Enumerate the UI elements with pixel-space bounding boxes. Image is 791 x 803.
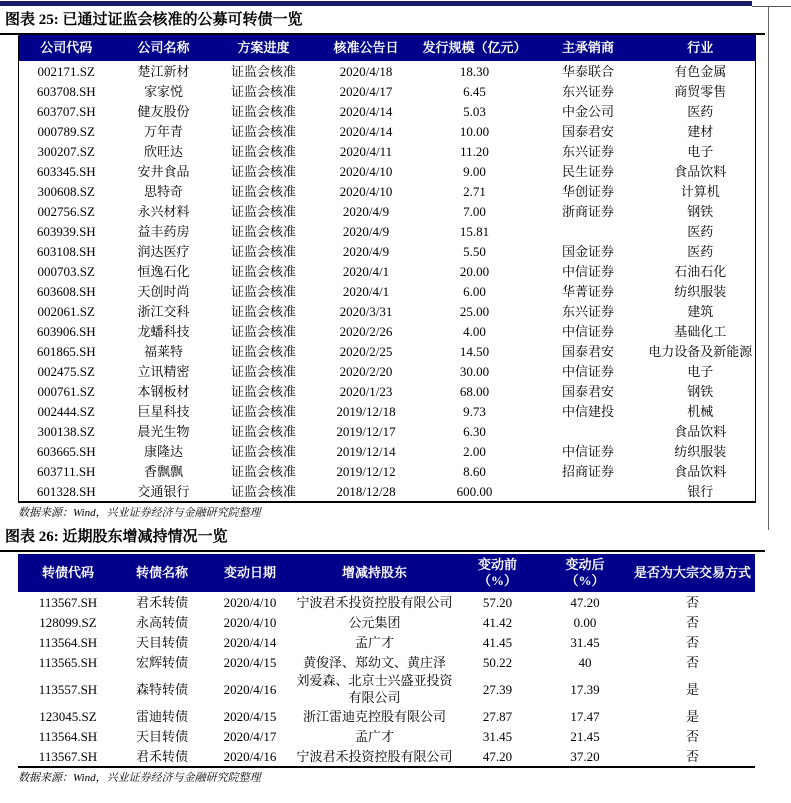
top-rule-thick: [0, 1, 752, 6]
table-row: [19, 341, 756, 361]
table-cell: 113564.SH: [38, 728, 98, 744]
table-cell: 银行: [687, 483, 714, 499]
table-cell: 2.00: [463, 443, 486, 459]
table-cell: 纺织服装: [674, 283, 727, 299]
table-cell: 2020/4/10: [223, 594, 277, 610]
table-cell: 巨星科技: [137, 403, 190, 419]
table-cell: 6.45: [463, 83, 486, 99]
table-cell: 603711.SH: [37, 463, 96, 479]
figure-26-section: [0, 525, 791, 785]
table-cell: 6.00: [463, 283, 486, 299]
table-cell: 食品饮料: [674, 463, 727, 479]
table-cell: 5.03: [463, 103, 486, 119]
table-cell: 孟广才: [354, 634, 394, 650]
table-row: [19, 401, 756, 421]
table-row: [18, 706, 755, 726]
shareholder-change-table: [18, 554, 755, 768]
table-cell: 龙蟠科技: [137, 323, 190, 339]
table-cell: 2.71: [463, 183, 486, 199]
table-row: [19, 241, 756, 261]
source-note-2: 数据来源：Wind，兴业证券经济与金融研究院整理: [18, 772, 261, 784]
table-cell: 宁波君禾投资控股有限公司: [296, 594, 453, 610]
table-cell: 否: [685, 654, 699, 670]
table-cell: 香飘飘: [143, 463, 183, 479]
table-cell: 刘爱森、北京士兴盛亚投资有限公司: [296, 673, 453, 705]
table-cell: 浙江雷迪克控股有限公司: [302, 708, 446, 724]
table-cell: 钢铁: [687, 203, 714, 219]
table-cell: 2020/1/23: [339, 383, 393, 399]
table-cell: 37.20: [570, 748, 600, 764]
table-cell: 证监会核准: [230, 83, 296, 99]
table-cell: 是: [685, 708, 699, 724]
column-header: 增减持股东: [294, 554, 455, 592]
source-note-1: 数据来源：Wind，兴业证券经济与金融研究院整理: [18, 507, 261, 519]
table-cell: 6.30: [463, 423, 486, 439]
table-cell: 17.47: [570, 708, 600, 724]
table-cell: 电子: [687, 363, 714, 379]
table-cell: 68.00: [459, 383, 490, 399]
table-cell: 603108.SH: [36, 243, 96, 259]
table-cell: 医药: [687, 223, 714, 239]
table-cell: 君禾转债: [135, 748, 188, 764]
table-cell: 47.20: [482, 748, 513, 764]
table-cell: 宁波君禾投资控股有限公司: [296, 748, 453, 764]
table-cell: 113557.SH: [38, 681, 98, 697]
table-cell: 27.39: [482, 681, 513, 697]
table-cell: 50.22: [482, 654, 513, 670]
table-cell: 钢铁: [687, 383, 714, 399]
table-cell: 2020/4/9: [342, 223, 390, 239]
table-cell: 电力设备及新能源: [648, 343, 753, 359]
table-cell: 黄俊泽、郑幼文、黄庄泽: [302, 654, 446, 670]
table-cell: 5.50: [463, 243, 486, 259]
table-cell: 601328.SH: [36, 483, 96, 499]
table-cell: 中信证券: [561, 443, 614, 459]
table-row: [18, 632, 755, 652]
table-cell: 是: [685, 681, 699, 697]
table-cell: 润达医疗: [137, 243, 190, 259]
table-cell: 晨光生物: [137, 423, 190, 439]
table-cell: 国泰君安: [561, 343, 614, 359]
table-row: [19, 81, 756, 101]
table-row: [19, 441, 756, 461]
table-cell: [531, 481, 646, 502]
table-cell: 2020/4/14: [223, 634, 277, 650]
table-cell: 000703.SZ: [37, 263, 95, 279]
table-cell: 2020/4/16: [223, 681, 277, 697]
table-row: [19, 141, 756, 161]
column-header: 变动日期: [206, 554, 294, 592]
table-row: [19, 421, 756, 441]
table-cell: 002061.SZ: [37, 303, 95, 319]
table-cell: 孟广才: [354, 728, 394, 744]
table-cell: 7.00: [463, 203, 486, 219]
table-row: [18, 652, 755, 672]
table-cell: 恒逸石化: [137, 263, 190, 279]
table-cell: 113567.SH: [38, 748, 98, 764]
page-content: [0, 8, 791, 790]
table-cell: 商贸零售: [674, 83, 727, 99]
table-cell: 思特奇: [143, 183, 183, 199]
table-cell: 民生证券: [561, 163, 614, 179]
table-cell: 31.45: [570, 634, 600, 650]
table-cell: 30.00: [459, 363, 490, 379]
table-row: [18, 746, 755, 767]
table-cell: 证监会核准: [230, 123, 296, 139]
table-cell: 603608.SH: [36, 283, 96, 299]
table-cell: 天目转债: [135, 634, 188, 650]
table-cell: 有色金属: [674, 63, 727, 79]
table-row: [18, 592, 755, 612]
table-cell: 18.30: [459, 63, 490, 79]
table-cell: 2020/4/10: [339, 183, 393, 199]
table-cell: 2020/4/11: [339, 143, 393, 159]
table-cell: 10.00: [459, 123, 490, 139]
table-cell: 浙商证券: [561, 203, 614, 219]
table-cell: 2020/2/20: [339, 363, 393, 379]
table-cell: 本钢板材: [137, 383, 190, 399]
table-cell: 002475.SZ: [37, 363, 95, 379]
table-cell: 20.00: [459, 263, 490, 279]
table-cell: 中信证券: [561, 323, 614, 339]
table-cell: 603906.SH: [36, 323, 96, 339]
column-header: 是否为大宗交易方式: [630, 554, 755, 592]
table-cell: 4.00: [463, 323, 486, 339]
table-header-row: [18, 554, 755, 592]
table-cell: 证监会核准: [230, 303, 296, 319]
table-cell: 证监会核准: [230, 463, 296, 479]
table-cell: 113564.SH: [38, 634, 98, 650]
table-cell: 天目转债: [135, 728, 188, 744]
table-cell: 002444.SZ: [37, 403, 95, 419]
table-cell: 永兴材料: [137, 203, 190, 219]
table-cell: 603939.SH: [36, 223, 96, 239]
table-cell: 000789.SZ: [37, 123, 95, 139]
table-cell: 否: [685, 614, 699, 630]
table-row: [19, 381, 756, 401]
table-row: [19, 201, 756, 221]
table-cell: 11.20: [460, 143, 489, 159]
table-cell: 华菁证券: [561, 283, 614, 299]
table-cell: 41.45: [482, 634, 513, 650]
table-cell: 国金证券: [561, 243, 614, 259]
table-cell: 安井食品: [137, 163, 190, 179]
table-cell: 证监会核准: [230, 203, 296, 219]
table-cell: 300207.SZ: [37, 143, 95, 159]
table-cell: 石油石化: [674, 263, 727, 279]
table-cell: 41.42: [482, 614, 513, 630]
column-header: 变动后 （%）: [540, 554, 630, 592]
table-cell: 2019/12/17: [336, 423, 396, 439]
table-cell: 浙江交科: [137, 303, 190, 319]
table-cell: 40: [578, 654, 592, 670]
table-cell: 森特转债: [135, 681, 188, 697]
table-cell: 电子: [687, 143, 714, 159]
table-cell: 证监会核准: [230, 483, 296, 499]
table-row: [19, 221, 756, 241]
table-cell: 健友股份: [137, 103, 190, 119]
table-cell: 公元集团: [348, 614, 401, 630]
table-row: [19, 181, 756, 201]
table-cell: 否: [685, 594, 699, 610]
table-cell: 603345.SH: [36, 163, 96, 179]
table-cell: 东兴证券: [561, 143, 614, 159]
table-cell: [531, 421, 646, 441]
table-cell: 2020/4/10: [339, 163, 393, 179]
table-cell: 002171.SZ: [37, 63, 95, 79]
table-cell: 2020/4/17: [223, 728, 277, 744]
table-cell: 国泰君安: [561, 123, 614, 139]
table-cell: 002756.SZ: [37, 203, 95, 219]
table-cell: 2020/2/25: [339, 343, 393, 359]
table-cell: 证监会核准: [230, 63, 296, 79]
table-cell: 国泰君安: [561, 383, 614, 399]
table-cell: 计算机: [680, 183, 720, 199]
column-header: 转债代码: [18, 554, 118, 592]
table-cell: 2020/4/16: [223, 748, 277, 764]
column-header: 主承销商: [531, 35, 646, 61]
table-cell: 2020/4/15: [223, 654, 277, 670]
table-cell: 603708.SH: [36, 83, 96, 99]
table-cell: 603665.SH: [36, 443, 96, 459]
table-row: [18, 612, 755, 632]
table-cell: 家家悦: [143, 83, 183, 99]
table-cell: 建材: [687, 123, 714, 139]
column-header: 变动前 （%）: [455, 554, 540, 592]
table-cell: 中信建投: [561, 403, 614, 419]
table-cell: 47.20: [570, 594, 600, 610]
table-cell: 楚江新材: [137, 63, 190, 79]
table-cell: 证监会核准: [230, 423, 296, 439]
table-cell: 15.81: [459, 223, 490, 239]
figure-26-title: 图表 26: 近期股东增减持情况一览: [0, 525, 765, 552]
table-cell: 2020/4/9: [342, 243, 390, 259]
table-cell: 113565.SH: [38, 654, 98, 670]
table-row: [18, 672, 755, 706]
table-cell: 21.45: [570, 728, 600, 744]
table-row: [19, 321, 756, 341]
table-cell: 欣旺达: [143, 143, 183, 159]
table-cell: 2020/4/14: [339, 103, 393, 119]
table-row: [19, 461, 756, 481]
table-cell: 证监会核准: [230, 143, 296, 159]
table-cell: 9.73: [463, 403, 486, 419]
table-cell: 证监会核准: [230, 323, 296, 339]
table-cell: 2019/12/18: [336, 403, 396, 419]
table-cell: 康隆达: [143, 443, 183, 459]
table-cell: 2020/4/1: [342, 263, 390, 279]
table-row: [19, 121, 756, 141]
column-header: 方案进度: [214, 35, 314, 61]
table-cell: 食品饮料: [674, 423, 727, 439]
table-cell: 57.20: [482, 594, 513, 610]
table-cell: 2020/4/9: [342, 203, 390, 219]
table-cell: 123045.SZ: [39, 708, 97, 724]
table-cell: 2020/4/18: [339, 63, 393, 79]
table-cell: 交通银行: [137, 483, 190, 499]
table-cell: 证监会核准: [230, 223, 296, 239]
figure-25-title: 图表 25: 已通过证监会核准的公募可转债一览: [0, 8, 765, 35]
table-cell: 113567.SH: [38, 594, 98, 610]
table-cell: 华创证券: [561, 183, 614, 199]
table-row: [19, 61, 756, 81]
table-cell: 宏辉转债: [135, 654, 188, 670]
table-cell: 天创时尚: [137, 283, 190, 299]
table-cell: 600.00: [456, 483, 493, 499]
table-cell: 否: [685, 634, 699, 650]
column-header: 行业: [646, 35, 756, 61]
table-cell: 2020/3/31: [339, 303, 393, 319]
table-cell: 证监会核准: [230, 103, 296, 119]
table-cell: 证监会核准: [230, 183, 296, 199]
table-cell: 中信证券: [561, 363, 614, 379]
table-cell: 2020/4/17: [339, 83, 393, 99]
table-row: [18, 726, 755, 746]
table-cell: 君禾转债: [135, 594, 188, 610]
table-cell: 0.00: [573, 614, 597, 630]
table-cell: 东兴证券: [561, 83, 614, 99]
table-cell: 9.00: [463, 163, 486, 179]
table-cell: 证监会核准: [230, 283, 296, 299]
table-cell: 立讯精密: [137, 363, 190, 379]
table-cell: 华泰联合: [561, 63, 614, 79]
table-cell: 证监会核准: [230, 343, 296, 359]
table-cell: 2019/12/12: [336, 463, 396, 479]
table-cell: 证监会核准: [230, 163, 296, 179]
table-row: [19, 261, 756, 281]
table-row: [19, 481, 756, 502]
table-cell: 食品饮料: [674, 163, 727, 179]
table-cell: 招商证券: [561, 463, 614, 479]
top-rule-thin: [752, 6, 791, 7]
table-cell: 东兴证券: [561, 303, 614, 319]
table-row: [19, 301, 756, 321]
table-row: [19, 161, 756, 181]
column-header: 发行规模（亿元）: [419, 35, 531, 61]
table-cell: 福莱特: [143, 343, 183, 359]
table-header-row: [19, 35, 756, 61]
table-cell: 25.00: [459, 303, 490, 319]
column-header: 核准公告日: [314, 35, 419, 61]
table-cell: 中信证券: [561, 263, 614, 279]
table-cell: 2019/12/14: [336, 443, 396, 459]
table-cell: 601865.SH: [36, 343, 96, 359]
column-header: 公司名称: [114, 35, 214, 61]
table-cell: 永高转债: [135, 614, 188, 630]
table-cell: 否: [685, 748, 699, 764]
table-cell: 128099.SZ: [39, 614, 97, 630]
table-cell: [531, 221, 646, 241]
table-row: [19, 281, 756, 301]
table-cell: 否: [685, 728, 699, 744]
table-cell: 27.87: [482, 708, 513, 724]
table-cell: 证监会核准: [230, 263, 296, 279]
table-cell: 医药: [687, 243, 714, 259]
table-cell: 17.39: [570, 681, 600, 697]
table-cell: 证监会核准: [230, 403, 296, 419]
table-cell: 2020/4/15: [223, 708, 277, 724]
table-cell: 证监会核准: [230, 443, 296, 459]
table-cell: 000761.SZ: [37, 383, 95, 399]
table-row: [19, 101, 756, 121]
table-cell: 2020/4/1: [342, 283, 390, 299]
table-cell: 纺织服装: [674, 443, 727, 459]
table-row: [19, 361, 756, 381]
table-cell: 建筑: [687, 303, 714, 319]
table-cell: 300608.SZ: [37, 183, 95, 199]
table-cell: 2020/4/14: [339, 123, 393, 139]
approved-convertible-bonds-table: [18, 35, 756, 503]
table-cell: 603707.SH: [36, 103, 96, 119]
table-cell: 证监会核准: [230, 383, 296, 399]
table-cell: 证监会核准: [230, 363, 296, 379]
table-cell: 中金公司: [561, 103, 614, 119]
table-cell: 8.60: [463, 463, 486, 479]
column-header: 转债名称: [118, 554, 206, 592]
table-cell: 2020/2/26: [339, 323, 393, 339]
table-cell: 31.45: [482, 728, 513, 744]
table-cell: 基础化工: [674, 323, 727, 339]
table-cell: 14.50: [459, 343, 490, 359]
table-cell: 雷迪转债: [135, 708, 188, 724]
column-header: 公司代码: [19, 35, 114, 61]
table-cell: 机械: [687, 403, 714, 419]
figure-25-section: [0, 8, 791, 520]
table-cell: 2018/12/28: [336, 483, 396, 499]
table-cell: 万年青: [143, 123, 183, 139]
table-cell: 2020/4/10: [223, 614, 277, 630]
table-cell: 益丰药房: [137, 223, 190, 239]
table-cell: 300138.SZ: [37, 423, 95, 439]
table-cell: 医药: [687, 103, 714, 119]
table-cell: 证监会核准: [230, 243, 296, 259]
